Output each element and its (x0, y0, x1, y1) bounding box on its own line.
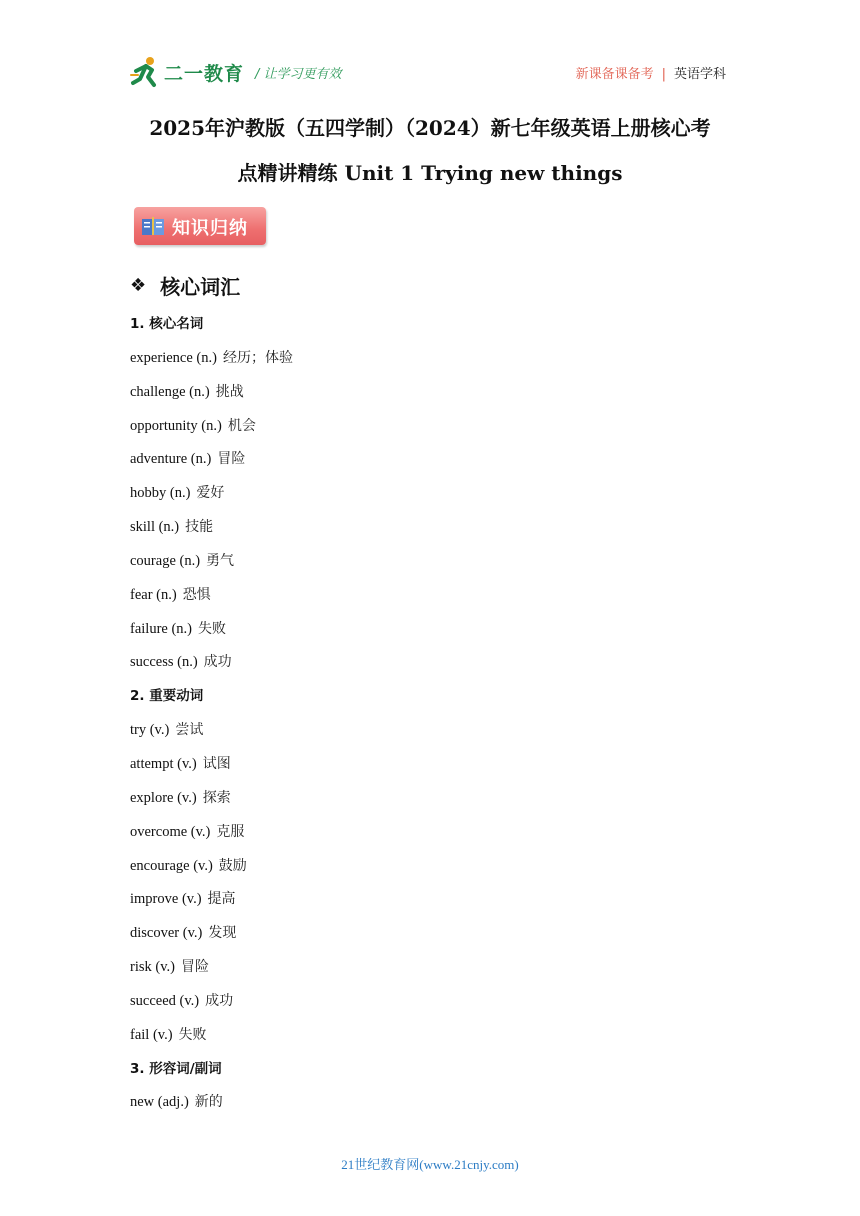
vocab-word: explore (v.) (130, 789, 197, 806)
footer-source-link[interactable]: 21世纪教育网(www.21cnjy.com) (341, 1157, 519, 1172)
badge-label: 知识归纳 (172, 218, 248, 239)
vocab-item (130, 989, 730, 1023)
vocab-item (130, 481, 730, 515)
vocab-word: courage (n.) (130, 552, 201, 569)
vocab-word: adventure (n.) (130, 451, 212, 468)
vocab-meaning: 克服 (216, 823, 245, 840)
vocab-meaning: 发现 (208, 925, 237, 942)
vocab-item (130, 617, 730, 651)
vocab-word: improve (v.) (130, 891, 202, 908)
vocab-meaning: 试图 (202, 755, 231, 772)
vocab-meaning: 成功 (203, 654, 232, 671)
vocab-item (130, 447, 730, 481)
section-heading (130, 271, 240, 300)
vocab-item (130, 786, 730, 820)
vocab-word: challenge (n.) (130, 383, 210, 400)
logo-text: 二一教育 (164, 62, 245, 85)
vocab-item (130, 820, 730, 854)
vocab-word: new (adj.) (130, 1094, 189, 1111)
vocab-meaning: 尝试 (175, 722, 204, 739)
vocab-word: skill (n.) (130, 519, 180, 536)
vocab-word: success (n.) (130, 654, 198, 671)
group-heading-adjectives: 3. 形容词/副词 (130, 1060, 222, 1077)
vocab-item (130, 854, 730, 888)
vocab-word: try (v.) (130, 722, 170, 739)
vocab-meaning: 成功 (205, 992, 234, 1009)
logo[interactable] (130, 54, 244, 90)
book-icon (140, 213, 166, 239)
vocab-meaning: 冒险 (217, 451, 246, 468)
vocab-meaning: 失败 (198, 620, 226, 637)
vocab-meaning: 机会 (227, 417, 256, 434)
vocab-meaning: 爱好 (196, 485, 225, 502)
vocab-item (130, 549, 730, 583)
vocab-meaning: 鼓励 (218, 857, 247, 874)
header-tagline: 新课备课备考 (575, 67, 654, 82)
vocab-item (130, 583, 730, 617)
knowledge-summary-badge (134, 207, 266, 245)
vocab-item (130, 1090, 730, 1124)
vocabulary-list (130, 312, 730, 1124)
vocab-item (130, 414, 730, 448)
vocab-item (130, 380, 730, 414)
page-header (130, 54, 730, 90)
vocab-word: encourage (v.) (130, 857, 213, 874)
vocab-word: succeed (v.) (130, 992, 200, 1009)
vocab-item (130, 1023, 730, 1057)
vocab-word: overcome (v.) (130, 823, 211, 840)
header-separator: | (661, 67, 666, 82)
section-title: 核心词汇 (160, 275, 241, 299)
runner-logo-icon (130, 55, 160, 89)
vocab-item (130, 718, 730, 752)
vocab-item (130, 887, 730, 921)
vocab-meaning: 失败 (178, 1026, 207, 1043)
vocab-item (130, 650, 730, 684)
vocab-word: opportunity (n.) (130, 417, 222, 434)
title-line-2: 点精讲精练 Unit 1 Trying new things (237, 161, 623, 185)
vocab-item (130, 955, 730, 989)
slogan: / 让学习更有效 (255, 67, 342, 82)
header-subject (576, 63, 726, 82)
header-subject-label: 英语学科 (673, 67, 726, 82)
vocab-word: fail (v.) (130, 1026, 173, 1043)
vocab-meaning: 新的 (194, 1094, 223, 1111)
vocab-item (130, 346, 730, 380)
vocab-word: risk (v.) (130, 959, 175, 976)
vocab-word: discover (v.) (130, 925, 203, 942)
vocab-meaning: 恐惧 (182, 586, 211, 603)
vocab-item (130, 921, 730, 955)
vocab-meaning: 提高 (207, 891, 236, 908)
vocab-meaning: 技能 (185, 519, 214, 536)
diamond-bullet-icon: ❖ (130, 275, 147, 296)
group-heading-verbs: 2. 重要动词 (130, 688, 204, 705)
vocab-meaning: 勇气 (206, 552, 235, 569)
vocab-meaning: 探索 (202, 789, 231, 806)
group-heading-nouns: 1. 核心名词 (130, 316, 204, 332)
vocab-meaning: 经历；体验 (222, 349, 293, 366)
document-title (100, 106, 760, 196)
vocab-word: failure (n.) (130, 620, 192, 637)
vocab-item (130, 752, 730, 786)
vocab-word: experience (n.) (130, 349, 217, 366)
title-line-1: 2025年沪教版（五四学制）（2024）新七年级英语上册核心考 (149, 116, 711, 140)
vocab-meaning: 冒险 (180, 959, 209, 976)
vocab-word: fear (n.) (130, 586, 177, 603)
vocab-word: attempt (v.) (130, 755, 197, 772)
vocab-item (130, 515, 730, 549)
vocab-word: hobby (n.) (130, 485, 191, 502)
vocab-meaning: 挑战 (215, 383, 244, 400)
